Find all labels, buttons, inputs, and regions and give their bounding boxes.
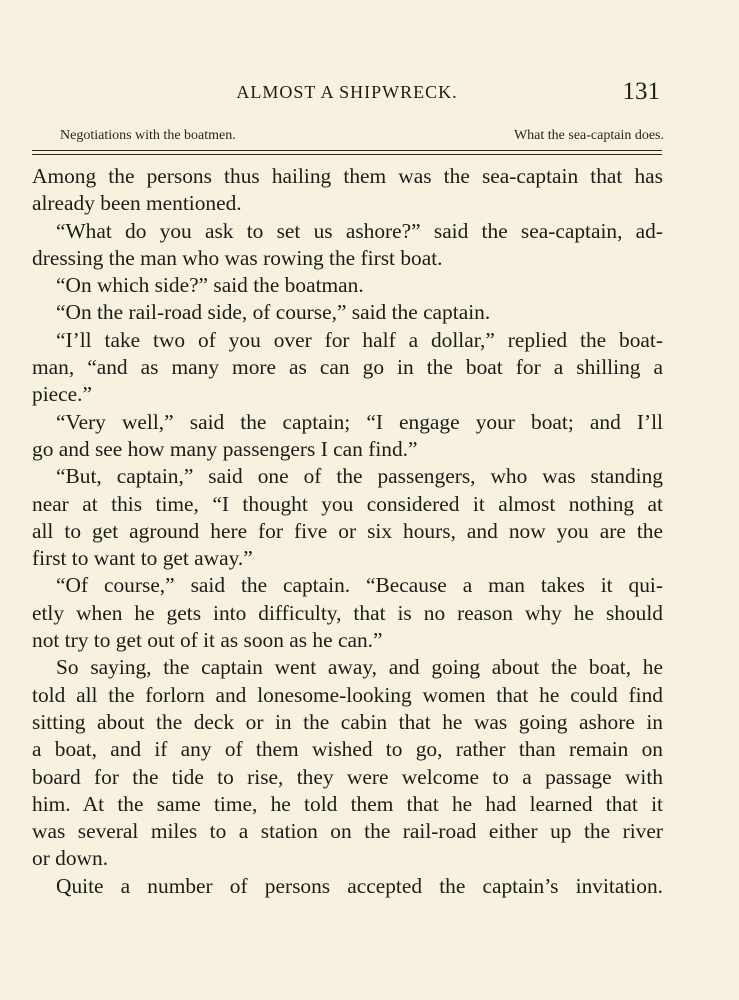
text-line: him. At the same time, he told them that he had learned that it	[32, 791, 663, 816]
text-line: go and see how many passengers I can find.”	[32, 436, 418, 461]
header-rule-bottom	[32, 154, 662, 155]
text-line: man, “and as many more as can go in the boat for a shilling a	[32, 355, 663, 380]
text-line: told all the forlorn and lonesome-looking women that he could find	[32, 682, 663, 707]
text-line: near at this time, “I thought you considered it almost nothing at	[32, 491, 663, 516]
text-line: all to get aground here for five or six hours, and now you are the	[32, 518, 663, 543]
text-line: “On the rail-road side, of course,” said the captain.	[56, 300, 491, 325]
text-line: “Very well,” said the captain; “I engage your boat; and I’ll	[56, 409, 663, 434]
text-line: etly when he gets into difficulty, that is no reason why he should	[32, 600, 663, 625]
text-line: “Of course,” said the captain. “Because a man takes it qui-	[56, 573, 663, 598]
running-head	[32, 78, 662, 108]
left-subhead: Negotiations with the boatmen.	[60, 128, 236, 143]
text-line: piece.”	[32, 382, 92, 407]
text-line: first to want to get away.”	[32, 546, 253, 571]
text-line: was several miles to a station on the rail-road either up the river	[32, 819, 663, 844]
text-line: already been mentioned.	[32, 191, 242, 216]
text-line: or down.	[32, 846, 109, 871]
text-line: dressing the man who was rowing the first boat.	[32, 245, 443, 270]
page-number: 131	[622, 78, 660, 105]
text-line: sitting about the deck or in the cabin that he was going ashore in	[32, 709, 663, 734]
header-rule-top	[32, 150, 662, 151]
right-subhead: What the sea-captain does.	[513, 128, 664, 143]
text-line: not try to get out of it as soon as he can.”	[32, 628, 383, 653]
text-line: So saying, the captain went away, and going about the boat, he	[56, 655, 663, 680]
text-line: Among the persons thus hailing them was the sea-captain that has	[32, 164, 663, 188]
text-line: “On which side?” said the boatman.	[56, 273, 364, 298]
text-line: “But, captain,” said one of the passengers, who was standing	[56, 464, 663, 489]
body-text	[32, 163, 663, 900]
text-line: Quite a number of persons accepted the captain’s invitation.	[56, 873, 663, 898]
text-line: board for the tide to rise, they were welcome to a passage with	[32, 764, 663, 789]
text-line: “I’ll take two of you over for half a dollar,” replied the boat-	[56, 327, 663, 352]
text-line: “What do you ask to set us ashore?” said the sea-captain, ad-	[56, 218, 663, 243]
running-title: ALMOST A SHIPWRECK.	[236, 82, 458, 102]
text-line: a boat, and if any of them wished to go, rather than remain on	[32, 737, 663, 762]
